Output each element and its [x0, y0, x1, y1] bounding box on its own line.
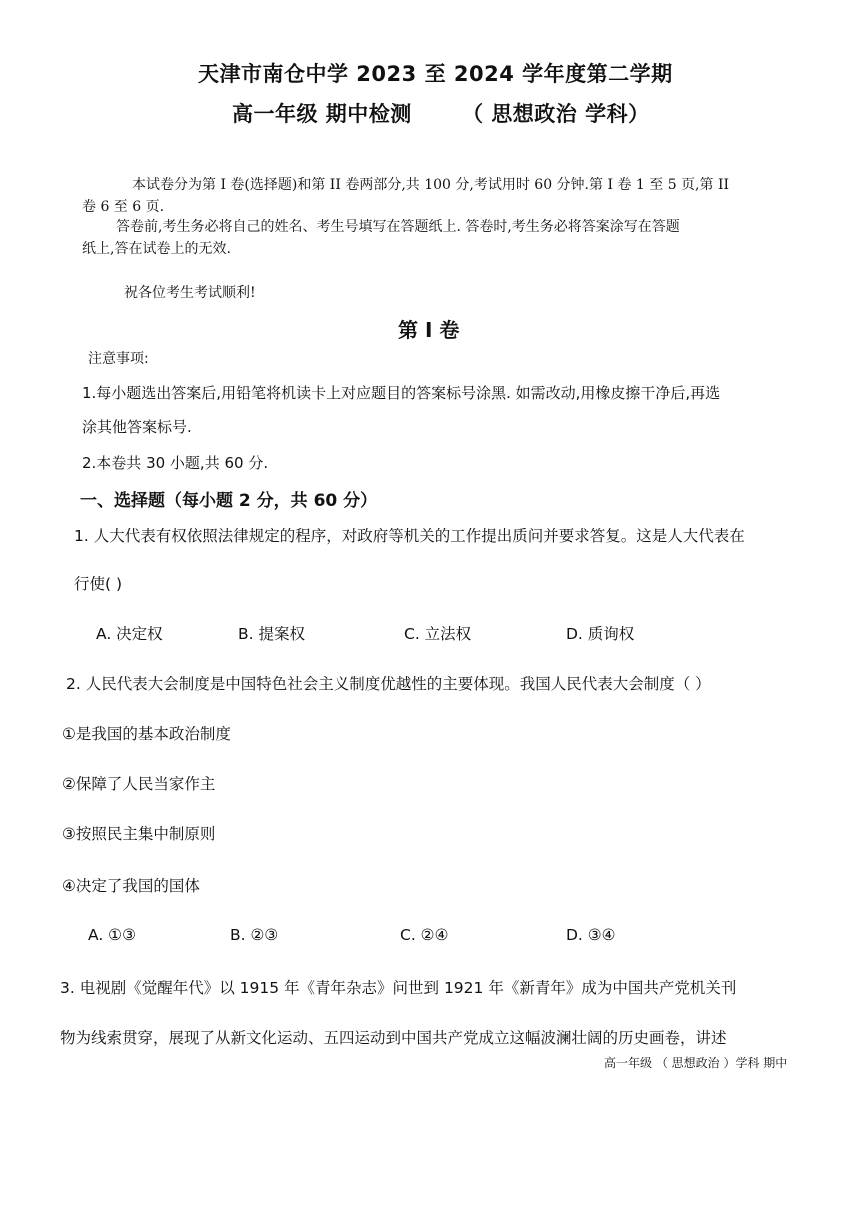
- instructions-line-2: 卷 6 至 6 页.: [82, 199, 165, 215]
- volume-title: 第 I 卷: [398, 318, 460, 342]
- q1-stem-line-1: 1. 人大代表有权依照法律规定的程序，对政府等机关的工作提出质问并要求答复。这是人大代表在: [74, 527, 745, 545]
- notes-item-2: 2.本卷共 30 小题,共 60 分.: [82, 454, 269, 472]
- subject-label: （ 思想政治 学科）: [462, 102, 650, 126]
- page-footer: 高一年级 （ 思想政治 ）学科 期中: [604, 1056, 788, 1070]
- q1-option-a: A. 决定权: [96, 625, 163, 643]
- q2-item-1: ①是我国的基本政治制度: [62, 725, 231, 743]
- q2-item-3: ③按照民主集中制原则: [62, 825, 216, 843]
- q3-stem-line-1: 3. 电视剧《觉醒年代》以 1915 年《青年杂志》问世到 1921 年《新青年》成为中国共产党机关刊: [60, 979, 737, 997]
- q2-item-2: ②保障了人民当家作主: [62, 775, 216, 793]
- notes-heading: 注意事项:: [88, 351, 149, 367]
- q2-option-d: D. ③④: [566, 926, 616, 944]
- q2-option-a: A. ①③: [88, 926, 136, 944]
- notes-item-1-line-1: 1.每小题选出答案后,用铅笔将机读卡上对应题目的答案标号涂黑. 如需改动,用橡皮擦干净后,再选: [82, 384, 721, 402]
- instructions-line-4: 纸上,答在试卷上的无效.: [82, 241, 231, 257]
- q3-stem-line-2: 物为线索贯穿，展现了从新文化运动、五四运动到中国共产党成立这幅波澜壮阔的历史画卷，讲述: [60, 1029, 727, 1047]
- instructions-line-3: 答卷前,考生务必将自己的姓名、考生号填写在答题纸上. 答卷时,考生务必将答案涂写在答题: [116, 219, 680, 235]
- q1-option-b: B. 提案权: [238, 625, 305, 643]
- good-luck-text: 祝各位考生考试顺利!: [124, 285, 256, 301]
- q1-option-d: D. 质询权: [566, 625, 635, 643]
- notes-item-1-line-2: 涂其他答案标号.: [82, 418, 192, 436]
- q2-option-b: B. ②③: [230, 926, 279, 944]
- exam-title: 天津市南仓中学 2023 至 2024 学年度第二学期: [198, 62, 673, 86]
- q1-option-c: C. 立法权: [404, 625, 472, 643]
- instructions-line-1: 本试卷分为第 I 卷(选择题)和第 II 卷两部分,共 100 分,考试用时 60 分钟.第 I 卷 1 至 5 页,第 II: [132, 177, 730, 193]
- section-title: 一、选择题（每小题 2 分，共 60 分）: [80, 491, 378, 511]
- q2-stem: 2. 人民代表大会制度是中国特色社会主义制度优越性的主要体现。我国人民代表大会制度（ ）: [66, 675, 711, 693]
- q1-stem-line-2: 行使( ): [74, 575, 123, 593]
- q2-item-4: ④决定了我国的国体: [62, 877, 200, 895]
- grade-exam-label: 高一年级 期中检测: [232, 102, 412, 126]
- q2-option-c: C. ②④: [400, 926, 449, 944]
